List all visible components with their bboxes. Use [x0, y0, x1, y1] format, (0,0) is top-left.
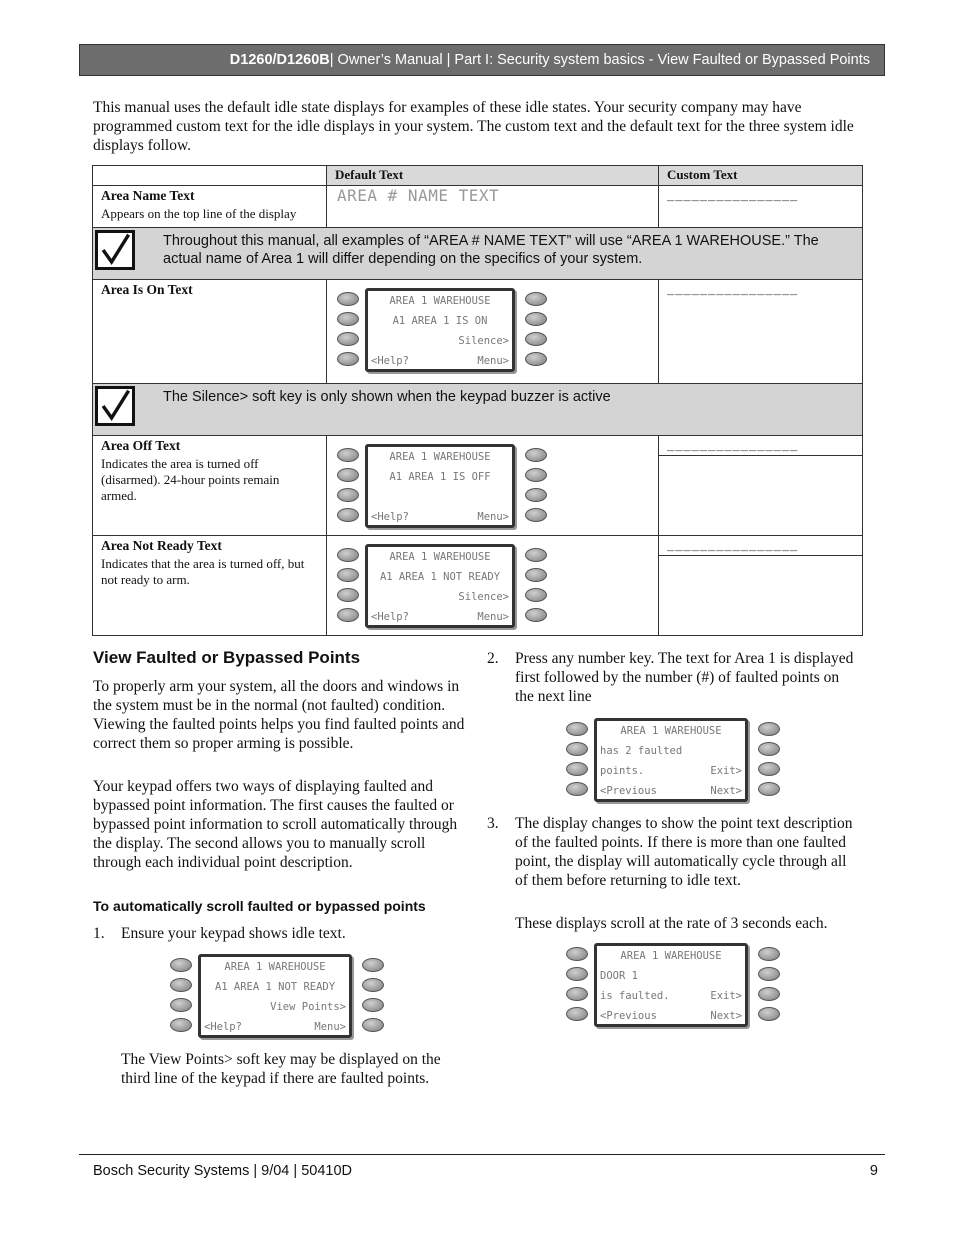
- keypad-soft-key: [566, 722, 588, 736]
- footer-divider: [79, 1154, 885, 1155]
- table-row: [93, 186, 863, 228]
- header-model: D1260/D1260B: [229, 52, 330, 68]
- keypad-soft-key: [566, 742, 588, 756]
- keypad-step-3: [562, 940, 772, 1030]
- keypad-soft-key: [362, 958, 384, 972]
- keypad-soft-key: [170, 978, 192, 992]
- keypad-screen: [198, 954, 352, 1038]
- intro-paragraph: This manual uses the default idle state displays for examples of these idle states. Your security company may have programmed custom text for the idle displays in your system. The custom text and the default text for the three system idle displays follow.: [93, 99, 854, 154]
- keypad-line: A1 AREA 1 IS OFF: [389, 471, 491, 483]
- keypad-line: Silence>: [458, 591, 509, 603]
- keypad-soft-key: [337, 332, 359, 346]
- keypad-soft-key: [525, 588, 547, 602]
- keypad-soft-key: [525, 608, 547, 622]
- keypad-soft-key: [362, 978, 384, 992]
- row-title: Area Is On Text: [101, 282, 193, 297]
- keypad-soft-key: [758, 1007, 780, 1021]
- keypad-soft-key: [337, 508, 359, 522]
- row-desc: Indicates that the area is turned off, but not ready to arm.: [101, 556, 305, 587]
- keypad-area-off: [333, 441, 543, 531]
- keypad-soft-key: [362, 998, 384, 1012]
- keypad-screen: [594, 943, 748, 1027]
- step-2: 2. Press any number key. The text for Area 1 is displayed first followed by the number (#) of faulted points on the next line: [487, 650, 854, 705]
- header-rest: | Owner’s Manual | Part I: Security system basics - View Faulted or Bypassed Points: [329, 52, 870, 68]
- section-paragraph-2: Your keypad offers two ways of displaying faulted and bypassed point information. The first causes the faulted or bypassed point information to scroll automatically through the display. The second allows you to manually scroll through each individual point description.: [93, 778, 458, 871]
- idle-text-table: [92, 165, 863, 636]
- keypad-line: AREA 1 WAREHOUSE: [389, 551, 491, 563]
- keypad-line: A1 AREA 1 NOT READY: [379, 571, 501, 583]
- keypad-soft-key: [566, 1007, 588, 1021]
- keypad-soft-key: [758, 742, 780, 756]
- keypad-line: <Help? Menu>: [204, 1021, 346, 1033]
- col-custom-text: Custom Text: [659, 166, 863, 186]
- step-3: 3. The display changes to show the point text description of the faulted points. If there is more than one faulted point, the display will automatically cycle through all of them before returning to idle text.: [487, 815, 853, 889]
- keypad-line: View Points>: [270, 1001, 346, 1013]
- keypad-line: <Previous Next>: [600, 1010, 742, 1022]
- subsection-title: To automatically scroll faulted or bypassed points: [93, 898, 426, 914]
- keypad-line: A1 AREA 1 IS ON: [392, 315, 488, 327]
- keypad-area-not-ready: [333, 541, 543, 631]
- keypad-line: [368, 487, 512, 507]
- keypad-line: AREA 1 WAREHOUSE: [389, 451, 491, 463]
- table-header-row: [93, 166, 863, 186]
- keypad-soft-key: [337, 312, 359, 326]
- note-row: [93, 228, 863, 280]
- keypad-soft-key: [170, 998, 192, 1012]
- checkbox-note-icon: [95, 230, 135, 270]
- keypad-soft-key: [337, 468, 359, 482]
- keypad-soft-key: [525, 568, 547, 582]
- keypad-soft-key: [566, 987, 588, 1001]
- keypad-soft-key: [337, 352, 359, 366]
- keypad-soft-key: [525, 488, 547, 502]
- row-desc: Indicates the area is turned off (disarmed). 24-hour points remain armed.: [101, 456, 280, 503]
- keypad-soft-key: [525, 448, 547, 462]
- keypad-line: is faulted. Exit>: [600, 990, 742, 1002]
- keypad-soft-key: [525, 468, 547, 482]
- keypad-line: AREA 1 WAREHOUSE: [620, 725, 722, 737]
- keypad-screen: [365, 288, 515, 372]
- keypad-line: <Help? Menu>: [371, 611, 509, 623]
- keypad-line: has 2 faulted: [600, 745, 683, 757]
- keypad-area-on: [333, 285, 543, 375]
- note-text: The Silence> soft key is only shown when the keypad buzzer is active: [163, 389, 611, 405]
- page-header: [79, 44, 885, 76]
- row-title: Area Not Ready Text: [101, 538, 222, 553]
- keypad-line: Silence>: [458, 335, 509, 347]
- col-default-text: Default Text: [327, 166, 659, 186]
- keypad-line: AREA 1 WAREHOUSE: [389, 295, 491, 307]
- keypad-soft-key: [362, 1018, 384, 1032]
- keypad-soft-key: [337, 488, 359, 502]
- checkbox-note-icon: [95, 386, 135, 426]
- keypad-soft-key: [170, 958, 192, 972]
- row-desc: Appears on the top line of the display: [101, 206, 297, 221]
- keypad-step-2: [562, 715, 772, 805]
- keypad-soft-key: [337, 448, 359, 462]
- keypad-line: DOOR 1: [600, 970, 638, 982]
- custom-text-blank: ________________: [659, 536, 862, 556]
- step-1: 1. Ensure your keypad shows idle text.: [93, 925, 346, 942]
- keypad-soft-key: [566, 947, 588, 961]
- keypad-soft-key: [758, 782, 780, 796]
- keypad-soft-key: [337, 588, 359, 602]
- keypad-soft-key: [337, 548, 359, 562]
- keypad-line: <Help? Menu>: [371, 511, 509, 523]
- keypad-line: <Help? Menu>: [371, 355, 509, 367]
- keypad-soft-key: [525, 332, 547, 346]
- keypad-soft-key: [758, 762, 780, 776]
- keypad-step-1: [166, 951, 376, 1041]
- keypad-soft-key: [758, 967, 780, 981]
- keypad-screen: [594, 718, 748, 802]
- keypad-soft-key: [525, 292, 547, 306]
- keypad-line: AREA 1 WAREHOUSE: [224, 961, 326, 973]
- step-1-note: The View Points> soft key may be displayed on the third line of the keypad if there are faulted points.: [121, 1051, 441, 1087]
- keypad-soft-key: [170, 1018, 192, 1032]
- keypad-screen: [365, 444, 515, 528]
- keypad-line: <Previous Next>: [600, 785, 742, 797]
- keypad-soft-key: [758, 722, 780, 736]
- note-row: [93, 384, 863, 436]
- table-row: [93, 280, 863, 384]
- keypad-line: A1 AREA 1 NOT READY: [214, 981, 336, 993]
- keypad-soft-key: [525, 548, 547, 562]
- keypad-soft-key: [525, 352, 547, 366]
- keypad-soft-key: [337, 568, 359, 582]
- keypad-screen: [365, 544, 515, 628]
- custom-text-blank: ________________: [667, 190, 799, 204]
- keypad-soft-key: [566, 967, 588, 981]
- keypad-line: points. Exit>: [600, 765, 742, 777]
- table-row: [93, 436, 863, 536]
- keypad-soft-key: [758, 987, 780, 1001]
- keypad-soft-key: [337, 292, 359, 306]
- keypad-soft-key: [525, 508, 547, 522]
- table-row: [93, 536, 863, 636]
- keypad-soft-key: [566, 762, 588, 776]
- area-name-default: AREA # NAME TEXT: [337, 186, 500, 205]
- note-text: Throughout this manual, all examples of “AREA # NAME TEXT” will use “AREA 1 WAREHOUSE.” The actual name of Area 1 will differ depending on the specifics of your system.: [163, 233, 819, 267]
- keypad-line: AREA 1 WAREHOUSE: [620, 950, 722, 962]
- row-title: Area Off Text: [101, 438, 181, 453]
- footer-text: Bosch Security Systems | 9/04 | 50410D: [93, 1163, 352, 1179]
- keypad-soft-key: [758, 947, 780, 961]
- section-paragraph-1: To properly arm your system, all the doors and windows in the system must be in the normal (not faulted) condition. Viewing the faulted points helps you find faulted points and correct them so proper arming is possible.: [93, 678, 465, 752]
- step-3-note: These displays scroll at the rate of 3 seconds each.: [515, 915, 828, 932]
- section-title: View Faulted or Bypassed Points: [93, 648, 361, 667]
- custom-text-blank: ________________: [667, 284, 799, 298]
- keypad-soft-key: [337, 608, 359, 622]
- row-title: Area Name Text: [101, 188, 195, 203]
- keypad-soft-key: [566, 782, 588, 796]
- custom-text-blank: ________________: [659, 436, 862, 456]
- keypad-soft-key: [525, 312, 547, 326]
- page-number: 9: [869, 1163, 878, 1179]
